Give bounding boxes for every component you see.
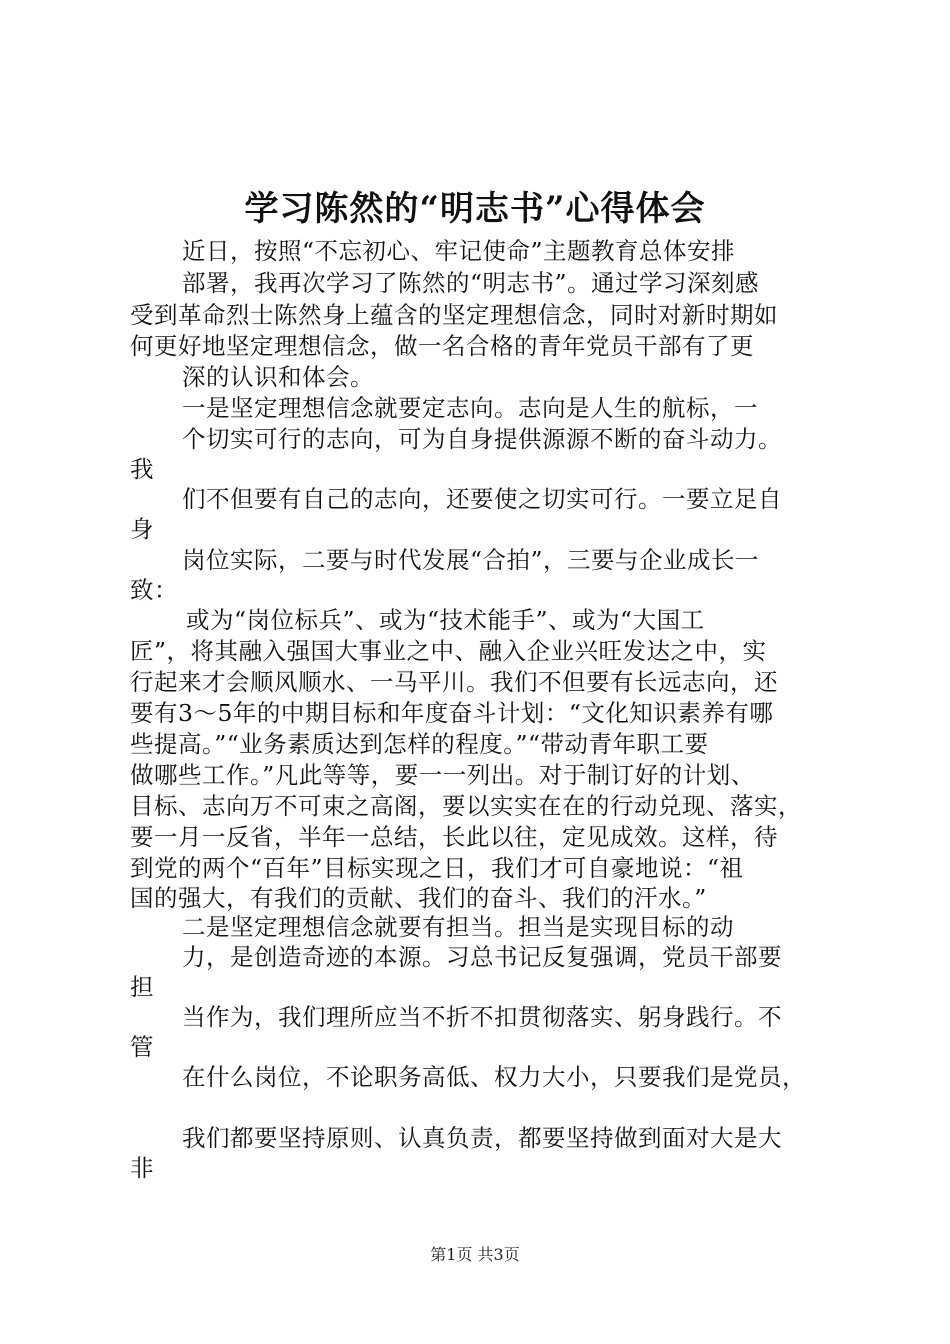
body-line: 身 [130,515,154,543]
body-line: 部署，我再次学习了陈然的“明志书”。通过学习深刻感 [182,269,760,297]
body-line: 目标、志向万不可束之高阁，要以实实在在的行动兑现、落实， [130,792,802,820]
body-line: 致： [130,576,178,604]
body-line: 一是坚定理想信念就要定志向。志向是人生的航标，一 [182,394,758,422]
body-line: 做哪些工作。”凡此等等，要一一列出。对于制订好的计划、 [130,761,755,789]
body-line: 个切实可行的志向，可为自身提供源源不断的奋斗动力。 [182,425,782,453]
body-line: 岗位实际，二要与时代发展“合拍”，三要与企业成长一 [182,546,760,574]
body-line: 近日，按照“不忘初心、牢记使命”主题教育总体安排 [182,237,736,265]
body-line: 担 [130,973,154,1001]
body-line: 力，是创造奇迹的本源。习总书记反复强调，党员干部要 [182,943,782,971]
body-line: 受到革命烈士陈然身上蕴含的坚定理想信念，同时对新时期如 [130,301,778,329]
body-line: 要一月一反省，半年一总结，长此以往，定见成效。这样，待 [130,823,778,851]
body-line: 国的强大，有我们的贡献、我们的奋斗、我们的汗水。” [130,884,707,912]
body-line: 我们都要坚持原则、认真负责，都要坚持做到面对大是大 [182,1124,782,1152]
body-line: 些提高。”“业务素质达到怎样的程度。”“带动青年职工要 [130,730,709,758]
body-line: 当作为，我们理所应当不折不扣贯彻落实、躬身践行。不 [182,1003,782,1031]
body-line: 何更好地坚定理想信念，做一名合格的青年党员干部有了更 [130,332,754,360]
page-title: 学习陈然的“明志书”心得体会 [244,189,706,229]
body-line: 管 [130,1033,154,1061]
body-line: 行起来才会顺风顺水、一马平川。我们不但要有长远志向，还 [130,668,778,696]
body-line: 二是坚定理想信念就要有担当。担当是实现目标的动 [182,913,734,941]
page-footer: 第1页 共3页 [430,1245,520,1264]
body-line: 或为“岗位标兵”、或为“技术能手”、或为“大国工 [186,606,705,634]
body-line: 们不但要有自己的志向，还要使之切实可行。一要立足自 [182,485,782,513]
body-line: 在什么岗位，不论职务高低、权力大小，只要我们是党员， [182,1063,806,1091]
body-line: 深的认识和体会。 [182,363,374,391]
body-line: 到党的两个“百年”目标实现之日，我们才可自豪地说：“祖 [130,854,744,882]
body-line: 非 [130,1154,154,1182]
body-line: 要有3～5年的中期目标和年度奋斗计划：“文化知识素养有哪 [130,699,774,727]
body-line: 匠”，将其融入强国大事业之中、融入企业兴旺发达之中，实 [130,637,767,665]
body-line: 我 [130,455,154,483]
